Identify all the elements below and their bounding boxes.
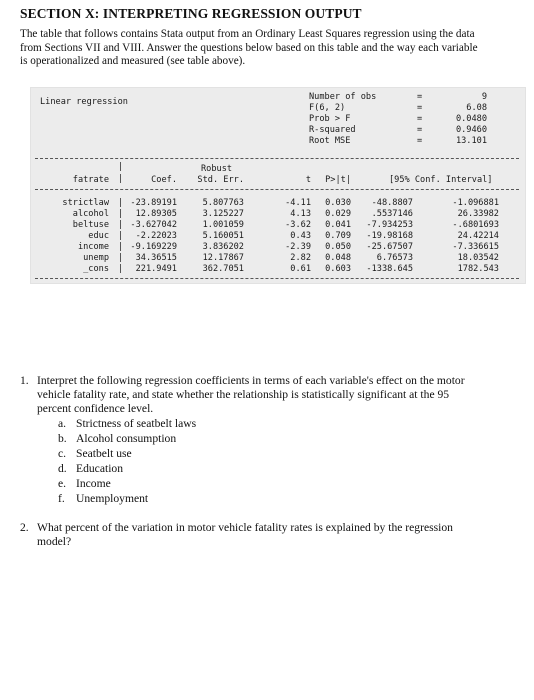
ci-low: -1338.645 xyxy=(366,264,413,274)
coef-value: 12.89305 xyxy=(135,209,177,219)
stat-value: 0.0480 xyxy=(455,114,487,124)
stat-label: R-squared xyxy=(309,125,356,135)
stat-label: Prob > F xyxy=(309,114,351,124)
item-text: Strictness of seatbelt laws xyxy=(76,417,197,430)
t-value: 2.82 xyxy=(290,253,311,263)
question-line: vehicle fatality rate, and state whether the relationship is statistically significant at the 95 xyxy=(37,388,450,401)
stat-value: 0.9460 xyxy=(455,125,487,135)
stat-eq: = xyxy=(417,92,423,102)
variable-name: beltuse xyxy=(72,220,109,230)
coef-value: -2.22023 xyxy=(135,231,177,241)
section-heading: SECTION X: INTERPRETING REGRESSION OUTPUT xyxy=(20,6,362,21)
variable-name: _cons xyxy=(83,264,109,274)
stderr-value: 5.160051 xyxy=(202,231,244,241)
item-letter: f. xyxy=(58,492,65,505)
column-separator: | xyxy=(118,264,124,274)
stderr-value: 1.001059 xyxy=(202,220,244,230)
item-letter: a. xyxy=(58,417,67,430)
column-separator: | xyxy=(118,198,124,208)
stat-value: 6.08 xyxy=(466,103,487,113)
t-value: 0.61 xyxy=(290,264,311,274)
ci-low: -25.67507 xyxy=(366,242,413,252)
item-text: Education xyxy=(76,462,124,475)
ci-high: 1782.543 xyxy=(457,264,499,274)
t-value: -3.62 xyxy=(285,220,311,230)
stderr-value: 3.125227 xyxy=(202,209,244,219)
coef-value: 34.36515 xyxy=(135,253,177,263)
ci-high: -7.336615 xyxy=(452,242,499,252)
variable-name: alcohol xyxy=(72,209,109,219)
coef-value: 221.9491 xyxy=(135,264,177,274)
dependent-variable: fatrate xyxy=(72,175,109,185)
column-separator: | xyxy=(118,162,124,172)
intro-line: from Sections VII and VIII. Answer the questions below based on this table and the way each variable xyxy=(20,41,478,54)
stat-label: Number of obs xyxy=(309,92,377,102)
stat-label: F(6, 2) xyxy=(309,103,346,113)
p-value: 0.603 xyxy=(325,264,351,274)
stat-eq: = xyxy=(417,103,423,113)
stderr-value: 3.836202 xyxy=(202,242,244,252)
stat-eq: = xyxy=(417,136,423,146)
stat-value: 9 xyxy=(481,92,487,102)
coef-value: -9.169229 xyxy=(130,242,177,252)
p-value: 0.041 xyxy=(325,220,351,230)
table-rule-top xyxy=(35,158,519,159)
coef-header: Coef. xyxy=(151,175,177,185)
p-value: 0.709 xyxy=(325,231,351,241)
column-separator: | xyxy=(118,209,124,219)
coef-value: -3.627042 xyxy=(130,220,177,230)
column-separator: | xyxy=(118,242,124,252)
column-separator: | xyxy=(118,231,124,241)
regression-title: Linear regression xyxy=(40,97,128,107)
item-text: Unemployment xyxy=(76,492,149,505)
t-value: 0.43 xyxy=(290,231,311,241)
variable-name: unemp xyxy=(83,253,109,263)
ci-high: 24.42214 xyxy=(457,231,499,241)
stderr-value: 362.7051 xyxy=(202,264,244,274)
question-line: What percent of the variation in motor vehicle fatality rates is explained by the regression xyxy=(37,521,453,534)
question-line: model? xyxy=(37,535,72,548)
ci-high: -1.096881 xyxy=(452,198,499,208)
item-text: Income xyxy=(76,477,111,490)
coef-value: -23.89191 xyxy=(130,198,177,208)
intro-line: The table that follows contains Stata output from an Ordinary Least Squares regression using the data xyxy=(20,28,475,40)
ci-low: -7.934253 xyxy=(366,220,413,230)
ci-low: -48.8807 xyxy=(371,198,413,208)
item-letter: d. xyxy=(58,462,67,475)
variable-name: income xyxy=(77,242,109,252)
stderr-value: 5.807763 xyxy=(202,198,244,208)
stata-output-box xyxy=(30,87,526,284)
stat-label: Root MSE xyxy=(309,136,351,146)
variable-name: strictlaw xyxy=(62,198,109,208)
ci-high: -.6801693 xyxy=(452,220,499,230)
ci-high: 26.33982 xyxy=(457,209,499,219)
intro-paragraph xyxy=(20,28,520,69)
p-value: 0.030 xyxy=(325,198,351,208)
question-number: 1. xyxy=(20,374,29,387)
p-value: 0.029 xyxy=(325,209,351,219)
p-value: 0.048 xyxy=(325,253,351,263)
ci-low: .5537146 xyxy=(371,209,413,219)
ci-header: [95% Conf. Interval] xyxy=(389,175,493,185)
stderr-header: Std. Err. xyxy=(197,175,244,185)
item-text: Seatbelt use xyxy=(76,447,132,460)
item-letter: b. xyxy=(58,432,67,445)
question-line: percent confidence level. xyxy=(37,402,154,415)
item-letter: e. xyxy=(58,477,67,490)
t-value: -2.39 xyxy=(285,242,311,252)
ci-high: 18.03542 xyxy=(457,253,499,263)
p-value: 0.050 xyxy=(325,242,351,252)
t-value: -4.11 xyxy=(285,198,311,208)
robust-label: Robust xyxy=(201,164,233,174)
variable-name: educ xyxy=(88,231,109,241)
stat-eq: = xyxy=(417,125,423,135)
t-header: t xyxy=(305,175,311,185)
p-header: P>|t| xyxy=(325,175,351,185)
column-separator: | xyxy=(118,220,124,230)
item-text: Alcohol consumption xyxy=(76,432,177,445)
table-rule-mid xyxy=(35,189,519,190)
table-rule-bottom xyxy=(35,278,519,279)
t-value: 4.13 xyxy=(290,209,311,219)
stat-value: 13.101 xyxy=(455,136,487,146)
question-number: 2. xyxy=(20,521,29,534)
ci-low: 6.76573 xyxy=(376,253,413,263)
stat-eq: = xyxy=(417,114,423,124)
intro-line: is operationalized and measured (see table above). xyxy=(20,55,246,67)
stderr-value: 12.17867 xyxy=(202,253,244,263)
item-letter: c. xyxy=(58,447,67,460)
question-line: Interpret the following regression coefficients in terms of each variable's effect on the motor xyxy=(37,374,465,387)
column-separator: | xyxy=(118,174,124,184)
column-separator: | xyxy=(118,253,124,263)
ci-low: -19.98168 xyxy=(366,231,413,241)
